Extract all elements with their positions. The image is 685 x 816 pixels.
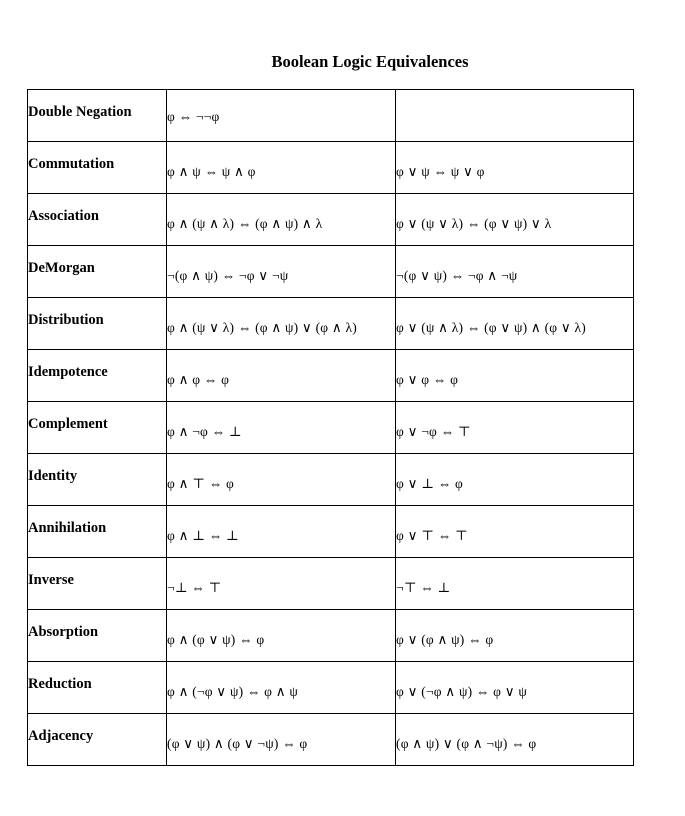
- law-name: Identity: [28, 454, 167, 506]
- table-row: [28, 662, 634, 714]
- or-form-cell: ¬⊤ ⇔ ⊥: [396, 558, 634, 610]
- and-form-cell: φ ∧ (¬φ ∨ ψ) ⇔ φ ∧ ψ: [167, 662, 396, 714]
- or-form-cell: φ ∨ (ψ ∧ λ) ⇔ (φ ∨ ψ) ∧ (φ ∨ λ): [396, 298, 634, 350]
- page-title: Boolean Logic Equivalences: [271, 52, 469, 71]
- table-row: [28, 558, 634, 610]
- and-form-cell: φ ∧ ψ ⇔ ψ ∧ φ: [167, 142, 396, 194]
- law-name: Idempotence: [28, 350, 167, 402]
- law-name: Complement: [28, 402, 167, 454]
- or-form-cell: ¬(φ ∨ ψ) ⇔ ¬φ ∧ ¬ψ: [396, 246, 634, 298]
- law-name: Association: [28, 194, 167, 246]
- law-name: DeMorgan: [28, 246, 167, 298]
- table-row: [28, 350, 634, 402]
- table-row: [28, 402, 634, 454]
- equivalence-table: [27, 89, 634, 766]
- table-row: [28, 246, 634, 298]
- or-form-cell: [396, 90, 634, 142]
- or-form-cell: φ ∨ ¬φ ⇔ ⊤: [396, 402, 634, 454]
- law-name: Distribution: [28, 298, 167, 350]
- and-form-cell: φ ∧ (ψ ∧ λ) ⇔ (φ ∧ ψ) ∧ λ: [167, 194, 396, 246]
- and-form-cell: φ ∧ (φ ∨ ψ) ⇔ φ: [167, 610, 396, 662]
- table-row: [28, 506, 634, 558]
- or-form-cell: φ ∨ ψ ⇔ ψ ∨ φ: [396, 142, 634, 194]
- table-row: [28, 454, 634, 506]
- or-form-cell: φ ∨ (¬φ ∧ ψ) ⇔ φ ∨ ψ: [396, 662, 634, 714]
- and-form-cell: φ ∧ ⊤ ⇔ φ: [167, 454, 396, 506]
- table-row: [28, 90, 634, 142]
- and-form-cell: φ ⇔ ¬¬φ: [167, 90, 396, 142]
- or-form-cell: φ ∨ ⊤ ⇔ ⊤: [396, 506, 634, 558]
- table-row: [28, 298, 634, 350]
- and-form-cell: ¬⊥ ⇔ ⊤: [167, 558, 396, 610]
- or-form-cell: φ ∨ φ ⇔ φ: [396, 350, 634, 402]
- and-form-cell: φ ∧ φ ⇔ φ: [167, 350, 396, 402]
- or-form-cell: φ ∨ (φ ∧ ψ) ⇔ φ: [396, 610, 634, 662]
- law-name: Annihilation: [28, 506, 167, 558]
- or-form-cell: (φ ∧ ψ) ∨ (φ ∧ ¬ψ) ⇔ φ: [396, 714, 634, 766]
- and-form-cell: φ ∧ ⊥ ⇔ ⊥: [167, 506, 396, 558]
- table-row: [28, 610, 634, 662]
- law-name: Reduction: [28, 662, 167, 714]
- and-form-cell: φ ∧ (ψ ∨ λ) ⇔ (φ ∧ ψ) ∨ (φ ∧ λ): [167, 298, 396, 350]
- and-form-cell: ¬(φ ∧ ψ) ⇔ ¬φ ∨ ¬ψ: [167, 246, 396, 298]
- and-form-cell: (φ ∨ ψ) ∧ (φ ∨ ¬ψ) ⇔ φ: [167, 714, 396, 766]
- law-name: Double Negation: [28, 90, 167, 142]
- or-form-cell: φ ∨ (ψ ∨ λ) ⇔ (φ ∨ ψ) ∨ λ: [396, 194, 634, 246]
- or-form-cell: φ ∨ ⊥ ⇔ φ: [396, 454, 634, 506]
- law-name: Absorption: [28, 610, 167, 662]
- table-row: [28, 714, 634, 766]
- table-row: [28, 142, 634, 194]
- law-name: Commutation: [28, 142, 167, 194]
- law-name: Adjacency: [28, 714, 167, 766]
- and-form-cell: φ ∧ ¬φ ⇔ ⊥: [167, 402, 396, 454]
- law-name: Inverse: [28, 558, 167, 610]
- table-row: [28, 194, 634, 246]
